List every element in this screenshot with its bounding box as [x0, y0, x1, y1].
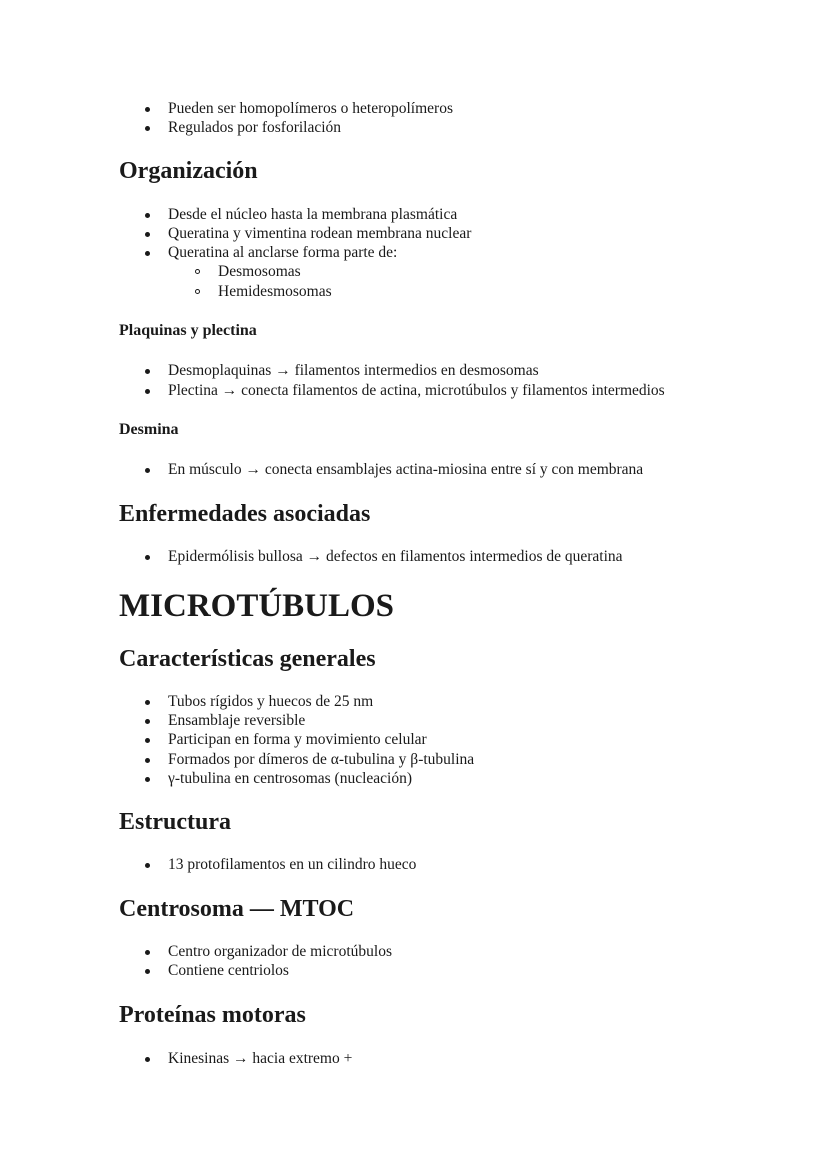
heading-plaquinas: Plaquinas y plectina: [119, 322, 257, 339]
heading-microtubulos: MICROTÚBULOS: [119, 588, 395, 624]
heading-organizacion: Organización: [119, 158, 258, 184]
heading-desmina: Desmina: [119, 421, 179, 438]
list-item: Regulados por fosforilación: [168, 119, 342, 136]
list-item: Desde el núcleo hasta la membrana plasmática: [168, 206, 458, 223]
heading-centrosoma: Centrosoma — MTOC: [119, 896, 355, 922]
heading-enfermedades: Enfermedades asociadas: [119, 501, 371, 527]
list-item: En músculo → conecta ensamblajes actina-miosina entre sí y con membrana: [168, 461, 644, 478]
list-item: Contiene centriolos: [168, 962, 289, 979]
list-item: Queratina al anclarse forma parte de:: [168, 244, 398, 261]
heading-proteinas: Proteínas motoras: [119, 1002, 306, 1028]
list-item: Pueden ser homopolímeros o heteropolímeros: [168, 100, 453, 117]
sub-list-item: Desmosomas: [218, 263, 301, 280]
list-item: Plectina → conecta filamentos de actina, microtúbulos y filamentos intermedios: [168, 382, 665, 399]
list-item: Centro organizador de microtúbulos: [168, 943, 392, 960]
list-item: 13 protofilamentos en un cilindro hueco: [168, 856, 417, 873]
heading-estructura: Estructura: [119, 809, 231, 835]
list-item: Kinesinas → hacia extremo +: [168, 1050, 353, 1067]
list-item: Tubos rígidos y huecos de 25 nm: [168, 693, 374, 710]
list-item: Desmoplaquinas → filamentos intermedios en desmosomas: [168, 362, 539, 379]
list-item: Participan en forma y movimiento celular: [168, 731, 427, 748]
heading-caracteristicas: Características generales: [119, 646, 376, 672]
list-item: Ensamblaje reversible: [168, 712, 306, 729]
list-item: γ-tubulina en centrosomas (nucleación): [168, 770, 412, 787]
list-item: Formados por dímeros de α-tubulina y β-tubulina: [168, 751, 475, 768]
list-item: Queratina y vimentina rodean membrana nuclear: [168, 225, 472, 242]
sub-list-item: Hemidesmosomas: [218, 283, 332, 300]
list-item: Epidermólisis bullosa → defectos en filamentos intermedios de queratina: [168, 548, 623, 565]
